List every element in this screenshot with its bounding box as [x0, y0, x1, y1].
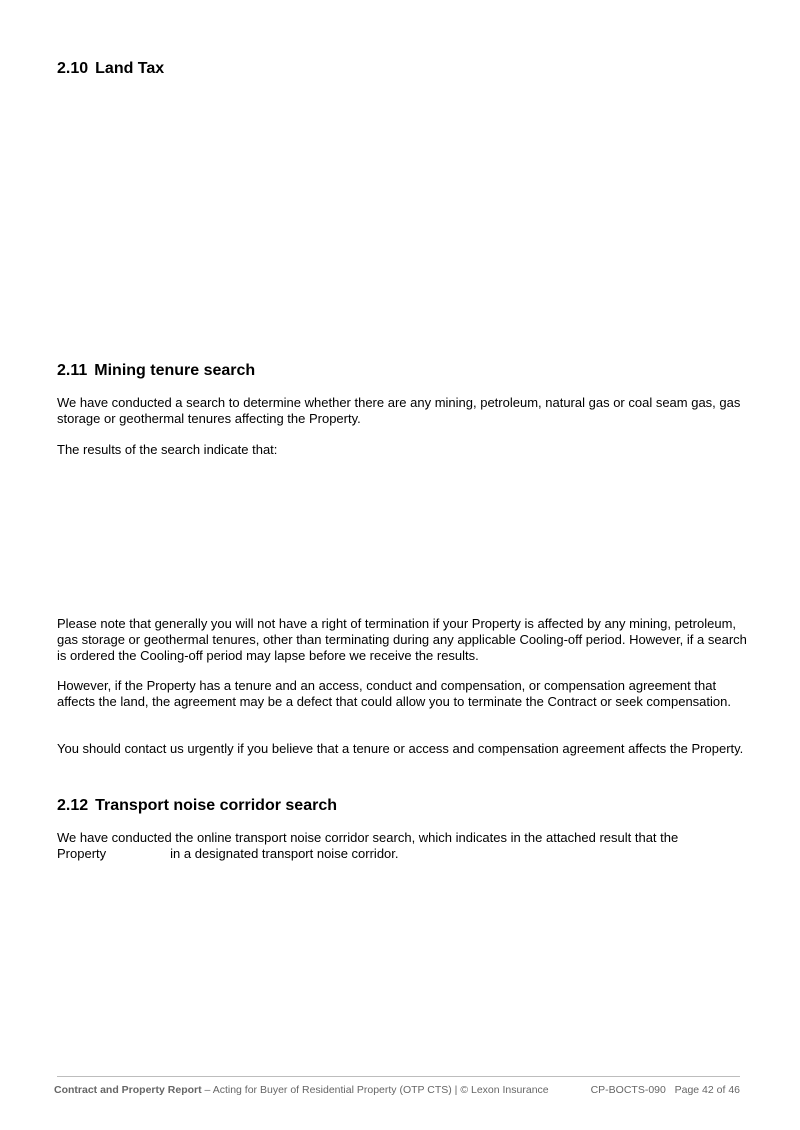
- noise-paragraph-text-b: Property: [57, 846, 107, 861]
- heading-mining-tenure-search: [57, 361, 255, 381]
- section-title: Transport noise corridor search: [95, 797, 337, 814]
- mining-paragraph-3: Please note that generally you will not have a right of termination if your Property is affected by any mining, petroleum, gas storage or geothermal tenures, other than terminating during any applicable Cooling-off period. However, if a search is ordered the Cooling-off period may lapse before we receive the results.: [57, 616, 747, 663]
- mining-paragraph-1: We have conducted a search to determine whether there are any mining, petroleum, natural gas or coal seam gas, gas storage or geothermal tenures affecting the Property.: [57, 395, 741, 426]
- section-number: 2.11: [57, 362, 88, 379]
- mining-paragraph-2: The results of the search indicate that:: [57, 442, 278, 457]
- footer-report-info: [54, 1083, 549, 1097]
- section-number: 2.12: [57, 797, 89, 814]
- section-title: Mining tenure search: [94, 362, 256, 379]
- footer-report-subtitle: – Acting for Buyer of Residential Property (OTP CTS) | © Lexon Insurance: [201, 1084, 549, 1096]
- section-number: 2.10: [57, 60, 89, 77]
- footer-report-title: Contract and Property Report: [54, 1084, 202, 1096]
- footer-page-info: [591, 1083, 740, 1097]
- noise-paragraph-1: [57, 830, 747, 862]
- footer-divider: [57, 1076, 740, 1077]
- noise-paragraph-text-a: We have conducted the online transport noise corridor search, which indicates in the attached result that the: [57, 830, 679, 845]
- heading-land-tax: [57, 59, 164, 79]
- noise-paragraph-text-c: in a designated transport noise corridor.: [170, 846, 399, 861]
- mining-paragraph-5: You should contact us urgently if you believe that a tenure or access and compensation agreement affects the Property.: [57, 741, 744, 756]
- footer-page-number: Page 42 of 46: [674, 1084, 740, 1096]
- section-title: Land Tax: [95, 60, 165, 77]
- footer-code: CP-BOCTS-090: [590, 1084, 666, 1096]
- heading-transport-noise-corridor-search: [57, 796, 337, 816]
- mining-paragraph-4: However, if the Property has a tenure and an access, conduct and compensation, or compensation agreement that affects the land, the agreement may be a defect that could allow you to terminate the Contract or seek compensation.: [57, 678, 731, 709]
